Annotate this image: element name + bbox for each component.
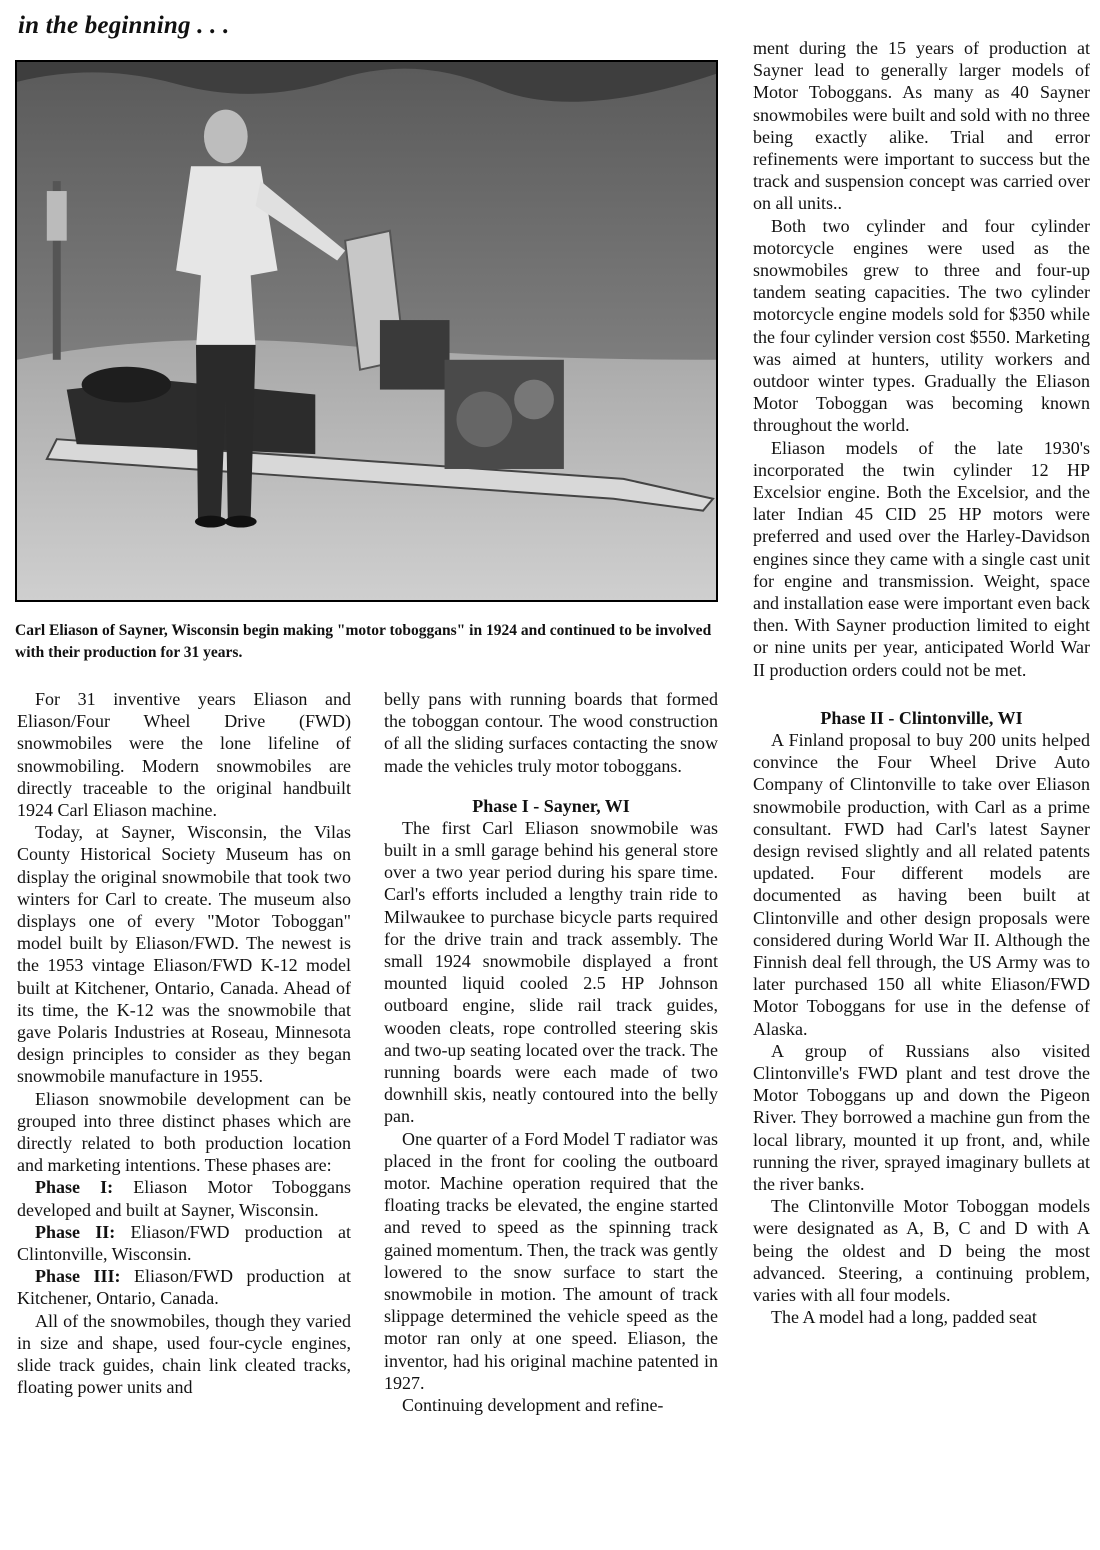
paragraph: ment during the 15 years of production at Sayner lead to generally larger models of Motor Toboggans. As many as 40 Sayner snowmobiles were built and sold with no three being exactly alike. Trial and error refinements were important to success but the track and suspension concept was carried over on all units.. [753,38,1090,214]
section-heading: Phase II - Clintonville, WI [820,707,1023,728]
page-heading: in the beginning . . . [18,12,230,39]
paragraph: A group of Russians also visited Clintonville's FWD plant and test drove the Motor Toboggans up and down the Pigeon River. They borrowed a machine gun from the local library, mounted it up front, and, while running the river, sprayed imaginary bullets at the river banks. [753,1040,1090,1194]
paragraph: All of the snowmobiles, though they varied in size and shape, used four-cycle engines, slide track guides, chain link cleated tracks, floating power units and [17,1310,351,1398]
paragraph: The Clintonville Motor Toboggan models were designated as A, B, C and D with A being the oldest and D being the most advanced. Steering, a continuing problem, varies with all four models. [753,1196,1090,1305]
phase-list-item [17,1176,351,1220]
paragraph: Both two cylinder and four cylinder motorcycle engines were used as the snowmobiles grew to three and four-up tandem seating capacities. The two cylinder motorcycle engine models sold for $350 while the four cylinder version cost $550. Marketing was aimed at hunters, utility workers and outdoor winter types. Gradually the Eliason Motor Toboggan was becoming known throughout the world. [753,215,1090,436]
paragraph: For 31 inventive years Eliason and Eliason/Four Wheel Drive (FWD) snowmobiles were the lone lifeline of snowmobiling. Modern snowmobiles are directly traceable to the original handbuilt 1924 Carl Eliason machine. [17,689,351,821]
paragraph: Today, at Sayner, Wisconsin, the Vilas County Historical Society Museum has on display the original snowmobile that took two winters for Carl to create. The museum also displays one of every "Motor Toboggan" model built by Eliason/FWD. The newest is the 1953 vintage Eliason/FWD K-12 model built at Kitchener, Ontario, Canada. Ahead of its time, the K-12 was the snowmobile that gave Polaris Industries at Roseau, Minnesota design principles to consider as they began snowmobile manufacture in 1955. [17,822,351,1087]
article-column-3 [753,37,1090,1328]
paragraph: Continuing development and refine- [402,1395,664,1416]
phase-list-item [17,1265,351,1309]
paragraph: A Finland proposal to buy 200 units helped convince the Four Wheel Drive Auto Company of Clintonville to take over Eliason snowmobile production, with Carl as a prime consultant. FWD had Carl's latest Sayner design revised slightly and all related patents updated. Four different models are documented as having been built at Clintonville and other design proposals were considered during World War II. Although the Finnish deal fell through, the US Army was to later purchased 150 all white Eliason/FWD Motor Toboggans for use in the defense of Alaska. [753,729,1090,1039]
paragraph: The first Carl Eliason snowmobile was built in a smll garage behind his general store over a two year period during his spare time. Carl's efforts included a lengthy train ride to Milwaukee to purchase bicycle parts required for the drive train and track assembly. The small 1924 snowmobile displayed a front mounted liquid cooled 2.5 HP Johnson outboard engine, slide rail track guides, wooden cleats, rope controlled steering skis and two-up seating located over the track. The running boards were each made of two downhill skis, neatly contoured into the belly pan. [384,817,718,1127]
phase-description: Eliason/FWD production at Kitchener, Ontario, Canada. [17,1266,351,1309]
paragraph: belly pans with running boards that formed the toboggan contour. The wood construction of all the sliding surfaces contacting the snow made the vehicles truly motor toboggans. [384,689,718,776]
paragraph: The A model had a long, padded seat [771,1307,1037,1328]
paragraph: Eliason models of the late 1930's incorporated the twin cylinder 12 HP Excelsior engine. Both the Excelsior, and the later Indian 45 CID 25 HP motors were preferred and used over the Harley-Davidson engines since they came with a single cast unit for engine and transmission. Weight, space and installation ease were important even back then. With Sayner production limited to eight or nine units per year, anticipated World War II production orders could not be met. [753,437,1090,680]
phase-label: Phase III: [35,1266,121,1287]
article-column-2 [384,688,718,1416]
phase-label: Phase II: [35,1221,116,1242]
photo-caption: Carl Eliason of Sayner, Wisconsin begin making "motor toboggans" in 1924 and continued to be involved with their production for 31 years. [15,622,712,661]
phase-description: Eliason Motor Toboggans developed and built at Sayner, Wisconsin. [17,1177,351,1220]
phase-list-item [17,1221,351,1265]
paragraph: One quarter of a Ford Model T radiator was placed in the front for cooling the outboard motor. Machine operation required that the floating tracks be elevated, the engine started and reved to speed as the spinning track gained momentum. Then, the track was gently lowered to the snow surface to start the snowmobile in motion. The amount of track slippage determined the vehicle speed as the motor ran only at one speed. Eliason, the inventor, had his original machine patented in 1927. [384,1128,718,1393]
section-heading: Phase I - Sayner, WI [472,795,630,816]
phase-label: Phase I: [35,1177,114,1198]
article-column-1 [17,688,351,1399]
paragraph: Eliason snowmobile development can be grouped into three distinct phases which are directly related to both production location and marketing intentions. These phases are: [17,1088,351,1176]
phase-description: Eliason/FWD production at Clintonville, Wisconsin. [17,1221,351,1265]
historical-photo [15,60,718,602]
